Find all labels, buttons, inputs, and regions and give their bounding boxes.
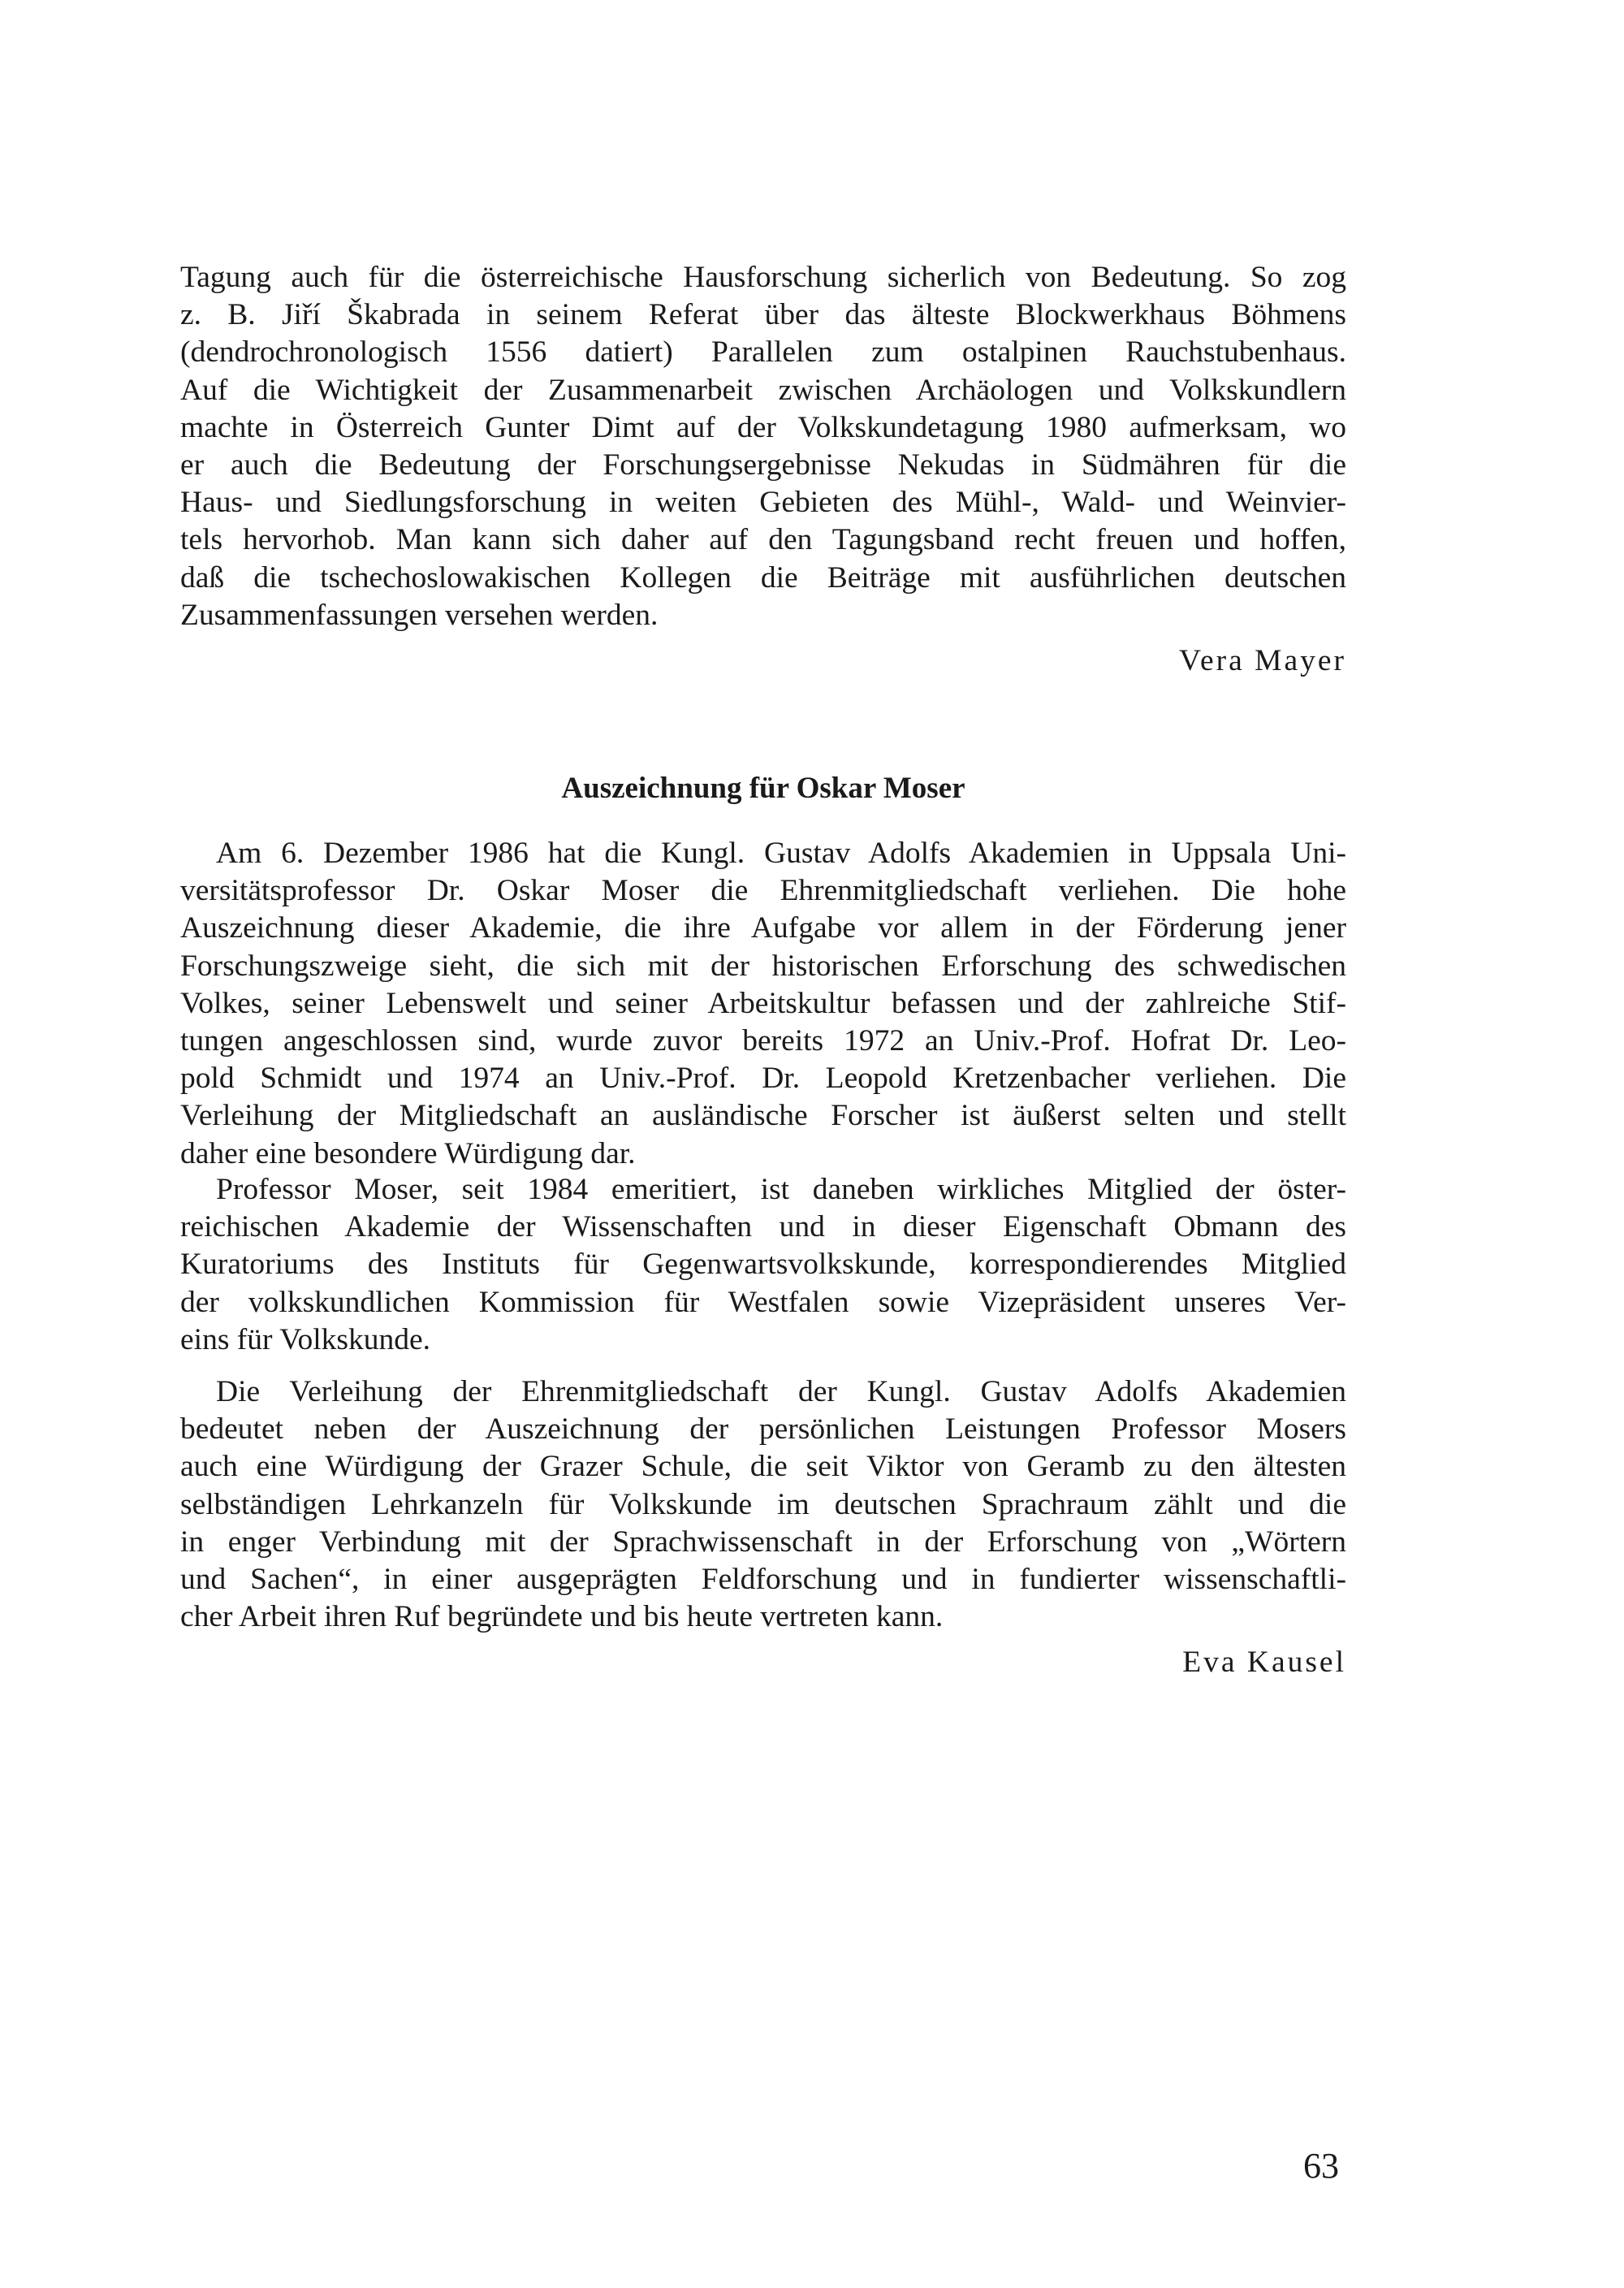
text-line: Forschungszweige sieht, die sich mit der historischen Erforschung des schwedischen — [180, 949, 1346, 983]
text-line: Volkes, seiner Lebenswelt und seiner Arbeitskultur befassen und der zahlreiche Stif- — [180, 986, 1346, 1020]
text-line: daher eine besondere Würdigung dar. — [180, 1136, 636, 1170]
paragraph — [180, 835, 1346, 1173]
section-heading: Auszeichnung für Oskar Moser — [561, 772, 965, 805]
text-line: in enger Verbindung mit der Sprachwissenschaft in der Erforschung von „Wörtern — [180, 1525, 1346, 1559]
text-line: pold Schmidt und 1974 an Univ.-Prof. Dr. Leopold Kretzenbacher verliehen. Die — [180, 1062, 1346, 1096]
text-line: Verleihung der Mitgliedschaft an ausländische Forscher ist äußerst selten und stellt — [180, 1099, 1346, 1133]
text-line: tels hervorhob. Man kann sich daher auf den Tagungsband recht freuen und hoffen, — [180, 523, 1346, 557]
text-line: und Sachen“, in einer ausgeprägten Feldforschung und in fundierter wissenschaftli- — [180, 1562, 1346, 1596]
text-line: Kuratoriums des Instituts für Gegenwartsvolkskunde, korrespondierendes Mitglied — [180, 1248, 1346, 1282]
page-number: 63 — [1303, 2146, 1339, 2186]
text-line: Haus- und Siedlungsforschung in weiten Gebieten des Mühl-, Wald- und Weinvier- — [180, 486, 1346, 520]
text-line: der volkskundlichen Kommission für Westfalen sowie Vizepräsident unseres Ver- — [180, 1285, 1346, 1319]
text-line: eins für Volkskunde. — [180, 1322, 430, 1356]
text-line: Professor Moser, seit 1984 emeritiert, ist daneben wirkliches Mitglied der öster- — [216, 1173, 1346, 1206]
text-line: Tagung auch für die österreichische Hausforschung sicherlich von Bedeutung. So zog — [180, 261, 1346, 294]
text-line: auch eine Würdigung der Grazer Schule, die seit Viktor von Geramb zu den ältesten — [180, 1450, 1346, 1484]
text-line: cher Arbeit ihren Ruf begründete und bis heute vertreten kann. — [180, 1600, 944, 1634]
paragraph — [180, 1373, 1346, 1636]
text-line: (dendrochronologisch 1556 datiert) Parallelen zum ostalpinen Rauchstubenhaus. — [180, 335, 1346, 370]
section1-paragraph — [180, 259, 1346, 634]
author-signature: Eva Kausel — [1182, 1646, 1346, 1679]
text-line: Am 6. Dezember 1986 hat die Kungl. Gustav Adolfs Akademien in Uppsala Uni- — [216, 837, 1346, 870]
text-line: Die Verleihung der Ehrenmitgliedschaft der Kungl. Gustav Adolfs Akademien — [216, 1375, 1346, 1408]
text-line: Auszeichnung dieser Akademie, die ihre Aufgabe vor allem in der Förderung jener — [180, 911, 1346, 945]
text-line: er auch die Bedeutung der Forschungsergebnisse Nekudas in Südmähren für die — [180, 448, 1346, 482]
text-line: bedeutet neben der Auszeichnung der persönlichen Leistungen Professor Mosers — [180, 1412, 1346, 1447]
text-line: z. B. Jiří Škabrada in seinem Referat über das älteste Blockwerkhaus Böhmens — [180, 298, 1346, 332]
text-line: reichischen Akademie der Wissenschaften und in dieser Eigenschaft Obmann des — [180, 1210, 1346, 1244]
text-line: versitätsprofessor Dr. Oskar Moser die Ehrenmitgliedschaft verliehen. Die hohe — [180, 874, 1346, 908]
text-line: Zusammenfassungen versehen werden. — [180, 598, 659, 632]
author-signature: Vera Mayer — [1179, 644, 1346, 677]
paragraph — [180, 1171, 1346, 1359]
text-line: tungen angeschlossen sind, wurde zuvor bereits 1972 an Univ.-Prof. Hofrat Dr. Leo- — [180, 1023, 1346, 1057]
text-line: daß die tschechoslowakischen Kollegen die Beiträge mit ausführlichen deutschen — [180, 560, 1346, 595]
text-line: selbständigen Lehrkanzeln für Volkskunde im deutschen Sprachraum zählt und die — [180, 1487, 1346, 1521]
text-line: Auf die Wichtigkeit der Zusammenarbeit zwischen Archäologen und Volkskundlern — [180, 373, 1346, 407]
text-line: machte in Österreich Gunter Dimt auf der Volkskundetagung 1980 aufmerksam, wo — [180, 410, 1346, 444]
